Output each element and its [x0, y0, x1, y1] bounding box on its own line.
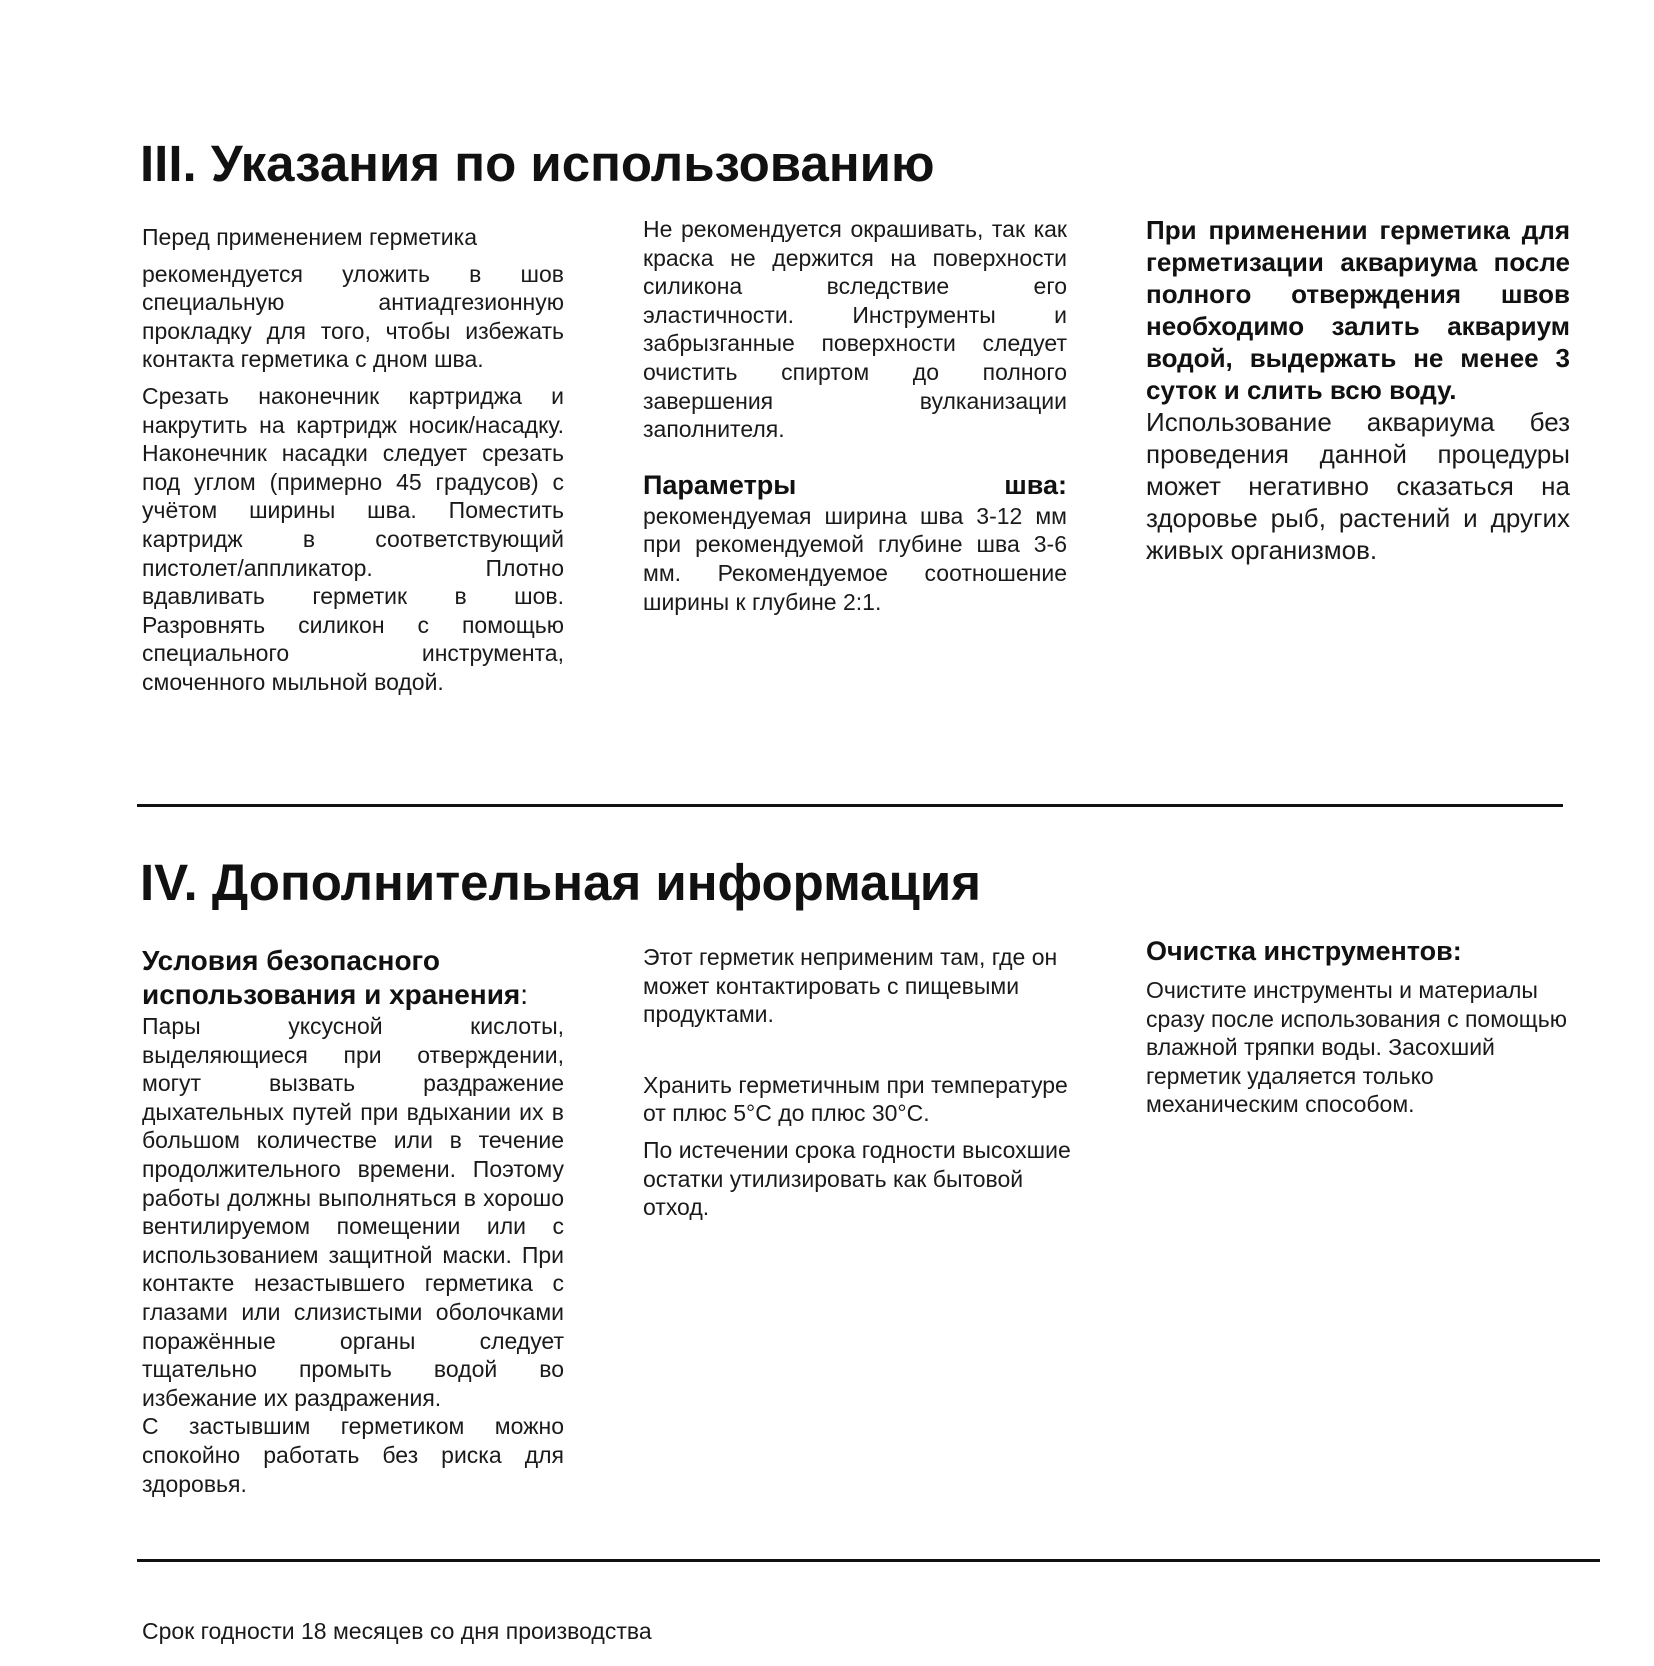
safety-storage-heading-text: Условия безопасного использования и хранения: [142, 945, 521, 1010]
section-4-column-1: [142, 944, 564, 1498]
section-3-column-3: [1146, 214, 1570, 566]
section-3-title: III. Указания по использованию: [140, 135, 935, 192]
shelf-life-note: Срок годности 18 месяцев со дня производства: [142, 1618, 652, 1644]
section-4-column-3: [1146, 934, 1576, 1119]
section-3-col1-intro: Перед применением герметика: [142, 224, 477, 250]
section-divider: [137, 804, 1563, 807]
section-4-title: IV. Дополнительная информация: [140, 854, 982, 911]
section-4-column-2: [643, 943, 1083, 1222]
tool-cleaning-text: Очистите инструменты и материалы сразу после использования с помощью влажной тряпки воды. Засохший герметик удаляется только механическим способом.: [1146, 977, 1567, 1118]
safety-storage-heading-colon: :: [520, 979, 529, 1010]
tool-cleaning-heading: Очистка инструментов:: [1146, 936, 1462, 966]
section-3-col1-paragraph-2: Срезать наконечник картриджа и накрутить на картридж носик/насадку. Наконечник насадки следует срезать под углом (примерно 45 градусов) с учётом ширины шва. Поместить картридж в соответствующий пистолет/аппликатор. Плотно вдавливать герметик в шов. Разровнять силикон с помощью специального инструмента, смоченного мыльной водой.: [142, 382, 564, 695]
safety-paragraph-2: С застывшим герметиком можно спокойно работать без риска для здоровья.: [142, 1413, 564, 1497]
aquarium-note: Использование аквариума без проведения данной процедуры может негативно сказаться на здоровье рыб, растений и других живых организмов.: [1146, 407, 1570, 565]
safety-storage-heading: [142, 944, 564, 1012]
section-3-column-1: [142, 223, 564, 697]
aquarium-warning: При применении герметика для герметизации аквариума после полного отверждения швов необходимо залить аквариум водой, выдержать не менее 3 суток и слить всю воду.: [1146, 215, 1570, 405]
safety-paragraph-1: Пары уксусной кислоты, выделяющиеся при отверждении, могут вызвать раздражение дыхательных путей при вдыхании их в большом количестве или в течение продолжительного времени. Поэтому работы должны выполняться в хорошо вентилируемом помещении или с использованием защитной маски. При контакте незастывшего герметика с глазами или слизистыми оболочками поражённые органы следует тщательно промыть водой во избежание их раздражения.: [142, 1013, 564, 1411]
section-3-col1-paragraph-1: рекомендуется уложить в шов специальную антиадгезионную прокладку для того, чтобы избежать контакта герметика с дном шва.: [142, 260, 564, 373]
seam-parameters-label: Параметры шва:: [643, 469, 1067, 500]
food-contact-note: Этот герметик неприменим там, где он может контактировать с пищевыми продуктами.: [643, 944, 1058, 1028]
section-3-col2-paragraph-1: Не рекомендуется окрашивать, так как краска не держится на поверхности силикона вследствие его эластичности. Инструменты и забрызганные поверхности следует очистить спиртом до полного завершения вулканизации заполнителя.: [643, 216, 1067, 443]
section-3-column-2: [643, 215, 1067, 616]
seam-parameters-text: рекомендуемая ширина шва 3-12 мм при рекомендуемой глубине шва 3-6 мм. Рекомендуемое соотношение ширины к глубине 2:1.: [643, 502, 1067, 615]
footer-divider: [137, 1559, 1600, 1562]
disposal-note: По истечении срока годности высохшие остатки утилизировать как бытовой отход.: [643, 1136, 1071, 1221]
storage-temperature: Хранить герметичным при температуре от плюс 5°С до плюс 30°С.: [643, 1071, 1068, 1127]
